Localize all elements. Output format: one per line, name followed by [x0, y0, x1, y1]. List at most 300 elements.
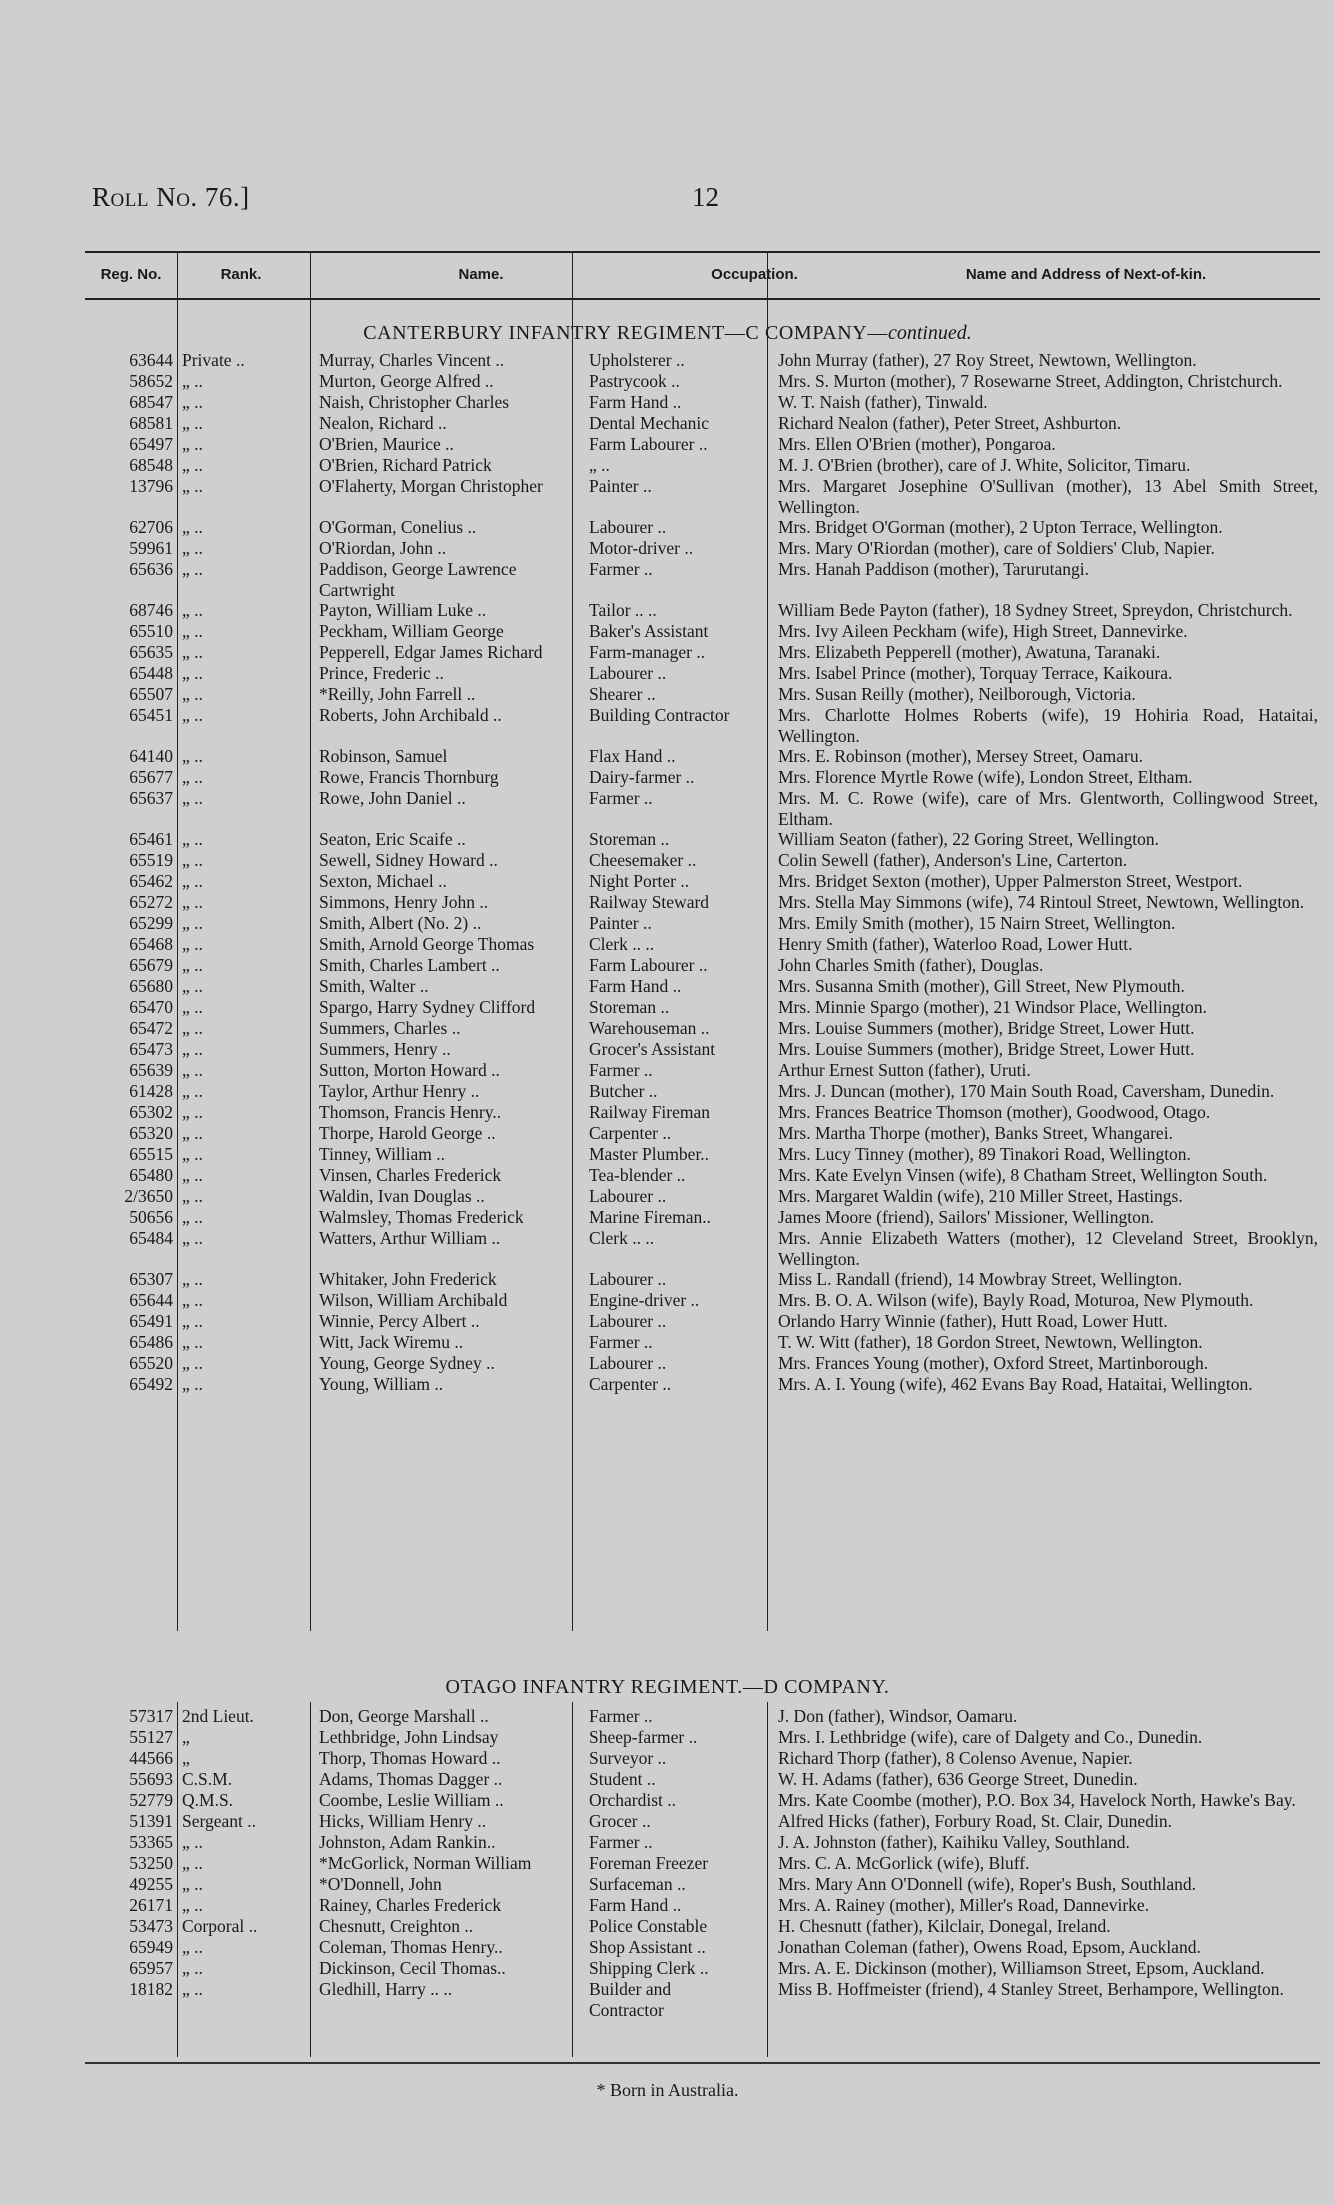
table-row — [0, 1039, 1335, 1060]
table-row — [0, 1790, 1335, 1811]
reg-no-cell: 65299 — [129, 913, 173, 933]
table-row — [0, 1937, 1335, 1958]
next-of-kin-cell: Mrs. Minnie Spargo (mother), 21 Windsor Place, Wellington. — [778, 997, 1208, 1017]
table-row — [0, 621, 1335, 642]
table-row — [0, 1332, 1335, 1353]
next-of-kin-cell: Miss L. Randall (friend), 14 Mowbray Street, Wellington. — [778, 1269, 1183, 1289]
rank-cell: „ .. — [182, 1853, 203, 1873]
reg-no-cell: 2/3650 — [124, 1186, 173, 1206]
rank-cell: Corporal .. — [182, 1916, 258, 1936]
reg-no-cell: 58652 — [129, 371, 173, 391]
table-row — [0, 955, 1335, 976]
rank-cell: „ .. — [182, 871, 203, 891]
name-cell: Sexton, Michael .. — [319, 871, 447, 891]
table-row — [0, 976, 1335, 997]
occupation-cell: Painter .. — [589, 913, 652, 933]
section-title-text: CANTERBURY INFANTRY REGIMENT—C COMPANY— — [363, 322, 888, 344]
table-row — [0, 1207, 1335, 1228]
next-of-kin-cell: Mrs. Florence Myrtle Rowe (wife), London Street, Eltham. — [778, 767, 1193, 787]
next-of-kin-cell: Mrs. Charlotte Holmes Roberts (wife), 19 Hohiria Road, Hataitai, Wellington. — [778, 705, 1318, 746]
table-row — [0, 1228, 1335, 1269]
occupation-cell: Building Contractor — [589, 705, 730, 725]
name-cell: Don, George Marshall .. — [319, 1706, 489, 1726]
reg-no-cell: 50656 — [129, 1207, 173, 1227]
reg-no-cell: 53365 — [129, 1832, 173, 1852]
occupation-cell: Cheesemaker .. — [589, 850, 697, 870]
reg-no-cell: 65484 — [129, 1228, 173, 1248]
table-row — [0, 1102, 1335, 1123]
footnote: * Born in Australia. — [596, 2080, 739, 2100]
next-of-kin-cell: Mrs. Mary Ann O'Donnell (wife), Roper's Bush, Southland. — [778, 1874, 1197, 1894]
rank-cell: Private .. — [182, 350, 245, 370]
occupation-cell: Farmer .. — [589, 1706, 653, 1726]
rank-cell: „ .. — [182, 955, 203, 975]
column-header-reg-no: Reg. No. — [100, 266, 162, 283]
rank-cell: „ .. — [182, 997, 203, 1017]
occupation-cell: Carpenter .. — [589, 1374, 672, 1394]
reg-no-cell: 65957 — [129, 1958, 173, 1978]
table-row — [0, 1018, 1335, 1039]
next-of-kin-cell: Mrs. Kate Coombe (mother), P.O. Box 34, Havelock North, Hawke's Bay. — [778, 1790, 1296, 1810]
rank-cell: „ .. — [182, 455, 203, 475]
occupation-cell: Labourer .. — [589, 517, 667, 537]
occupation-cell: Foreman Freezer — [589, 1853, 709, 1873]
next-of-kin-cell: Alfred Hicks (father), Forbury Road, St. Clair, Dunedin. — [778, 1811, 1172, 1831]
occupation-cell: Storeman .. — [589, 829, 670, 849]
reg-no-cell: 65307 — [129, 1269, 173, 1289]
next-of-kin-cell: Mrs. Louise Summers (mother), Bridge Street, Lower Hutt. — [778, 1018, 1195, 1038]
occupation-cell: Marine Fireman.. — [589, 1207, 711, 1227]
next-of-kin-cell: Mrs. C. A. McGorlick (wife), Bluff. — [778, 1853, 1030, 1873]
occupation-cell: Farm-manager .. — [589, 642, 706, 662]
table-row — [0, 1123, 1335, 1144]
table-row — [0, 1853, 1335, 1874]
table-row — [0, 1769, 1335, 1790]
table-row — [0, 413, 1335, 434]
occupation-cell: „ .. — [589, 455, 610, 475]
section-title-continued: continued. — [887, 322, 972, 344]
reg-no-cell: 65677 — [129, 767, 173, 787]
name-cell: Simmons, Henry John .. — [319, 892, 489, 912]
name-cell: Young, William .. — [319, 1374, 444, 1394]
occupation-cell: Motor-driver .. — [589, 538, 694, 558]
next-of-kin-cell: Orlando Harry Winnie (father), Hutt Road, Lower Hutt. — [778, 1311, 1168, 1331]
name-cell: *Reilly, John Farrell .. — [319, 684, 476, 704]
rank-cell: „ .. — [182, 413, 203, 433]
table-row — [0, 1290, 1335, 1311]
reg-no-cell: 65520 — [129, 1353, 173, 1373]
occupation-cell: Tea-blender .. — [589, 1165, 686, 1185]
name-cell: O'Brien, Maurice .. — [319, 434, 454, 454]
rank-cell: „ .. — [182, 829, 203, 849]
occupation-cell: Night Porter .. — [589, 871, 690, 891]
rank-cell: „ .. — [182, 767, 203, 787]
rank-cell: 2nd Lieut. — [182, 1706, 254, 1726]
reg-no-cell: 26171 — [129, 1895, 173, 1915]
reg-no-cell: 49255 — [129, 1874, 173, 1894]
next-of-kin-cell: Mrs. E. Robinson (mother), Mersey Street, Oamaru. — [778, 746, 1143, 766]
table-row — [0, 913, 1335, 934]
next-of-kin-cell: Mrs. Ellen O'Brien (mother), Pongaroa. — [778, 434, 1056, 454]
rank-cell: „ .. — [182, 1228, 203, 1248]
reg-no-cell: 65519 — [129, 850, 173, 870]
rank-cell: „ .. — [182, 746, 203, 766]
section-title-text: OTAGO INFANTRY REGIMENT.—D COMPANY. — [445, 1676, 890, 1698]
table-row — [0, 746, 1335, 767]
name-cell: Rainey, Charles Frederick — [319, 1895, 502, 1915]
reg-no-cell: 68746 — [129, 600, 173, 620]
reg-no-cell: 65472 — [129, 1018, 173, 1038]
name-cell: Peckham, William George — [319, 621, 504, 641]
reg-no-cell: 65468 — [129, 934, 173, 954]
rank-cell: „ .. — [182, 559, 203, 579]
name-cell: Seaton, Eric Scaife .. — [319, 829, 466, 849]
name-cell: Young, George Sydney .. — [319, 1353, 495, 1373]
next-of-kin-cell: Mrs. I. Lethbridge (wife), care of Dalgety and Co., Dunedin. — [778, 1727, 1203, 1747]
rank-cell: „ .. — [182, 976, 203, 996]
name-cell: Thomson, Francis Henry.. — [319, 1102, 502, 1122]
reg-no-cell: 65515 — [129, 1144, 173, 1164]
roll-number: Roll No. 76.] — [92, 182, 250, 212]
occupation-cell: Flax Hand .. — [589, 746, 676, 766]
table-row — [0, 663, 1335, 684]
rank-cell: „ .. — [182, 1186, 203, 1206]
table-row — [0, 1832, 1335, 1853]
occupation-cell: Dental Mechanic — [589, 413, 710, 433]
next-of-kin-cell: J. A. Johnston (father), Kaihiku Valley, Southland. — [778, 1832, 1130, 1852]
table-row — [0, 1165, 1335, 1186]
reg-no-cell: 65272 — [129, 892, 173, 912]
next-of-kin-cell: J. Don (father), Windsor, Oamaru. — [778, 1706, 1018, 1726]
running-head — [92, 182, 1243, 218]
name-cell: O'Brien, Richard Patrick — [319, 455, 492, 475]
occupation-cell: Master Plumber.. — [589, 1144, 710, 1164]
name-cell: Waldin, Ivan Douglas .. — [319, 1186, 485, 1206]
occupation-cell: Labourer .. — [589, 1186, 667, 1206]
table-row — [0, 1311, 1335, 1332]
table-row — [0, 1874, 1335, 1895]
reg-no-cell: 65679 — [129, 955, 173, 975]
name-cell: *O'Donnell, John — [319, 1874, 442, 1894]
next-of-kin-cell: Colin Sewell (father), Anderson's Line, Carterton. — [778, 850, 1128, 870]
occupation-cell: Police Constable — [589, 1916, 708, 1936]
reg-no-cell: 65497 — [129, 434, 173, 454]
next-of-kin-cell: Mrs. A. E. Dickinson (mother), Williamson Street, Epsom, Auckland. — [778, 1958, 1265, 1978]
reg-no-cell: 65470 — [129, 997, 173, 1017]
reg-no-cell: 62706 — [129, 517, 173, 537]
name-cell: O'Flaherty, Morgan Christopher — [319, 476, 543, 496]
next-of-kin-cell: Richard Thorp (father), 8 Colenso Avenue, Napier. — [778, 1748, 1133, 1768]
table-row — [0, 476, 1335, 517]
name-cell: Witt, Jack Wiremu .. — [319, 1332, 464, 1352]
reg-no-cell: 65451 — [129, 705, 173, 725]
reg-no-cell: 65949 — [129, 1937, 173, 1957]
rank-cell: „ .. — [182, 684, 203, 704]
rank-cell: „ .. — [182, 1332, 203, 1352]
reg-no-cell: 65492 — [129, 1374, 173, 1394]
section-title-otago — [0, 1676, 1335, 1699]
rank-cell: „ — [182, 1727, 190, 1747]
occupation-cell: Carpenter .. — [589, 1123, 672, 1143]
rank-cell: „ .. — [182, 1060, 203, 1080]
column-header-occupation: Occupation. — [711, 266, 798, 283]
table-row — [0, 829, 1335, 850]
table-row — [0, 1144, 1335, 1165]
next-of-kin-cell: Mrs. Louise Summers (mother), Bridge Street, Lower Hutt. — [778, 1039, 1195, 1059]
rank-cell: „ — [182, 1748, 190, 1768]
reg-no-cell: 55693 — [129, 1769, 173, 1789]
rank-cell: „ .. — [182, 392, 203, 412]
name-cell: Smith, Charles Lambert .. — [319, 955, 500, 975]
column-header-name: Name. — [458, 266, 504, 283]
name-cell: Watters, Arthur William .. — [319, 1228, 501, 1248]
rank-cell: „ .. — [182, 1144, 203, 1164]
reg-no-cell: 63644 — [129, 350, 173, 370]
next-of-kin-cell: W. T. Naish (father), Tinwald. — [778, 392, 988, 412]
reg-no-cell: 53473 — [129, 1916, 173, 1936]
occupation-cell: Labourer .. — [589, 1269, 667, 1289]
name-cell: Smith, Albert (No. 2) .. — [319, 913, 482, 933]
rank-cell: „ .. — [182, 663, 203, 683]
next-of-kin-cell: Mrs. Margaret Waldin (wife), 210 Miller Street, Hastings. — [778, 1186, 1183, 1206]
name-cell: O'Gorman, Conelius .. — [319, 517, 477, 537]
name-cell: Smith, Walter .. — [319, 976, 429, 996]
reg-no-cell: 65473 — [129, 1039, 173, 1059]
name-cell: Paddison, George Lawrence Cartwright — [319, 559, 517, 600]
table-row — [0, 684, 1335, 705]
next-of-kin-cell: James Moore (friend), Sailors' Missioner, Wellington. — [778, 1207, 1154, 1227]
rank-cell: „ .. — [182, 1895, 203, 1915]
name-cell: Summers, Henry .. — [319, 1039, 451, 1059]
name-cell: Walmsley, Thomas Frederick — [319, 1207, 524, 1227]
reg-no-cell: 65644 — [129, 1290, 173, 1310]
table-row — [0, 1979, 1335, 2020]
occupation-cell: Farmer .. — [589, 1060, 653, 1080]
next-of-kin-cell: Mrs. Susanna Smith (mother), Gill Street, New Plymouth. — [778, 976, 1185, 996]
name-cell: Chesnutt, Creighton .. — [319, 1916, 474, 1936]
rank-cell: „ .. — [182, 850, 203, 870]
table-row — [0, 1353, 1335, 1374]
reg-no-cell: 65320 — [129, 1123, 173, 1143]
section-title-canterbury — [0, 322, 1335, 345]
occupation-cell: Labourer .. — [589, 1311, 667, 1331]
table-row — [0, 1269, 1335, 1290]
table-row — [0, 350, 1335, 371]
reg-no-cell: 65491 — [129, 1311, 173, 1331]
next-of-kin-cell: Mrs. Bridget O'Gorman (mother), 2 Upton Terrace, Wellington. — [778, 517, 1223, 537]
next-of-kin-cell: H. Chesnutt (father), Kilclair, Donegal, Ireland. — [778, 1916, 1111, 1936]
next-of-kin-cell: Mrs. Frances Beatrice Thomson (mother), Goodwood, Otago. — [778, 1102, 1211, 1122]
next-of-kin-cell: Miss B. Hoffmeister (friend), 4 Stanley Street, Berhampore, Wellington. — [778, 1979, 1284, 1999]
name-cell: Robinson, Samuel — [319, 746, 448, 766]
rank-cell: „ .. — [182, 1374, 203, 1394]
rank-cell: „ .. — [182, 517, 203, 537]
bottom-rule — [85, 2062, 1320, 2064]
rank-cell: „ .. — [182, 1979, 203, 1999]
name-cell: *McGorlick, Norman William — [319, 1853, 532, 1873]
name-cell: Smith, Arnold George Thomas — [319, 934, 535, 954]
occupation-cell: Orchardist .. — [589, 1790, 676, 1810]
next-of-kin-cell: Mrs. Hanah Paddison (mother), Tarurutangi. — [778, 559, 1089, 579]
table-row — [0, 371, 1335, 392]
table-row — [0, 517, 1335, 538]
rank-cell: „ .. — [182, 1123, 203, 1143]
name-cell: Rowe, Francis Thornburg — [319, 767, 499, 787]
table-row — [0, 434, 1335, 455]
reg-no-cell: 52779 — [129, 1790, 173, 1810]
rank-cell: „ .. — [182, 538, 203, 558]
reg-no-cell: 68547 — [129, 392, 173, 412]
table-row — [0, 1081, 1335, 1102]
reg-no-cell: 64140 — [129, 746, 173, 766]
occupation-cell: Storeman .. — [589, 997, 670, 1017]
reg-no-cell: 65680 — [129, 976, 173, 996]
rank-cell: „ .. — [182, 1290, 203, 1310]
reg-no-cell: 68548 — [129, 455, 173, 475]
table-row — [0, 997, 1335, 1018]
next-of-kin-cell: Mrs. B. O. A. Wilson (wife), Bayly Road, Moturoa, New Plymouth. — [778, 1290, 1254, 1310]
occupation-cell: Baker's Assistant — [589, 621, 709, 641]
occupation-cell: Sheep-farmer .. — [589, 1727, 698, 1747]
name-cell: Thorp, Thomas Howard .. — [319, 1748, 501, 1768]
column-header-next-of-kin: Name and Address of Next-of-kin. — [965, 266, 1207, 283]
table-row — [0, 850, 1335, 871]
reg-no-cell: 68581 — [129, 413, 173, 433]
next-of-kin-cell: Mrs. Mary O'Riordan (mother), care of Soldiers' Club, Napier. — [778, 538, 1215, 558]
rank-cell: „ .. — [182, 1937, 203, 1957]
next-of-kin-cell: Mrs. Kate Evelyn Vinsen (wife), 8 Chatham Street, Wellington South. — [778, 1165, 1268, 1185]
rank-cell: „ .. — [182, 1081, 203, 1101]
rank-cell: Sergeant .. — [182, 1811, 257, 1831]
next-of-kin-cell: Mrs. Annie Elizabeth Watters (mother), 12 Cleveland Street, Brooklyn, Wellington. — [778, 1228, 1318, 1269]
next-of-kin-cell: Mrs. S. Murton (mother), 7 Rosewarne Street, Addington, Christchurch. — [778, 371, 1283, 391]
name-cell: Adams, Thomas Dagger .. — [319, 1769, 503, 1789]
next-of-kin-cell: Mrs. Stella May Simmons (wife), 74 Rintoul Street, Newtown, Wellington. — [778, 892, 1305, 912]
rank-cell: „ .. — [182, 621, 203, 641]
next-of-kin-cell: M. J. O'Brien (brother), care of J. White, Solicitor, Timaru. — [778, 455, 1191, 475]
table-row — [0, 1060, 1335, 1081]
name-cell: Rowe, John Daniel .. — [319, 788, 466, 808]
table-row — [0, 642, 1335, 663]
occupation-cell: Shipping Clerk .. — [589, 1958, 709, 1978]
rank-cell: „ .. — [182, 642, 203, 662]
next-of-kin-cell: Mrs. Elizabeth Pepperell (mother), Awatuna, Taranaki. — [778, 642, 1161, 662]
name-cell: Sutton, Morton Howard .. — [319, 1060, 500, 1080]
reg-no-cell: 51391 — [129, 1811, 173, 1831]
occupation-cell: Farm Hand .. — [589, 1895, 682, 1915]
next-of-kin-cell: Mrs. M. C. Rowe (wife), care of Mrs. Glentworth, Collingwood Street, Eltham. — [778, 788, 1318, 829]
table-row — [0, 1374, 1335, 1395]
rank-cell: „ .. — [182, 1311, 203, 1331]
table-row — [0, 392, 1335, 413]
reg-no-cell: 61428 — [129, 1081, 173, 1101]
column-header-rank: Rank. — [220, 266, 262, 283]
name-cell: Prince, Frederic .. — [319, 663, 444, 683]
table-row — [0, 705, 1335, 746]
name-cell: Spargo, Harry Sydney Clifford — [319, 997, 536, 1017]
name-cell: Gledhill, Harry .. .. — [319, 1979, 453, 1999]
occupation-cell: Grocer .. — [589, 1811, 651, 1831]
next-of-kin-cell: Mrs. Ivy Aileen Peckham (wife), High Street, Dannevirke. — [778, 621, 1188, 641]
roll-table-otago — [0, 1706, 1335, 2020]
occupation-cell: Farm Labourer .. — [589, 434, 708, 454]
rank-cell: „ .. — [182, 892, 203, 912]
next-of-kin-cell: Mrs. Isabel Prince (mother), Torquay Terrace, Kaikoura. — [778, 663, 1173, 683]
next-of-kin-cell: William Bede Payton (father), 18 Sydney Street, Spreydon, Christchurch. — [778, 600, 1293, 620]
table-row — [0, 1811, 1335, 1832]
reg-no-cell: 65637 — [129, 788, 173, 808]
name-cell: O'Riordan, John .. — [319, 538, 447, 558]
rank-cell: „ .. — [182, 1207, 203, 1227]
next-of-kin-cell: William Seaton (father), 22 Goring Street, Wellington. — [778, 829, 1160, 849]
name-cell: Johnston, Adam Rankin.. — [319, 1832, 496, 1852]
occupation-cell: Shearer .. — [589, 684, 656, 704]
occupation-cell: Engine-driver .. — [589, 1290, 700, 1310]
page-number: 12 — [692, 182, 719, 212]
reg-no-cell: 57317 — [129, 1706, 173, 1726]
reg-no-cell: 18182 — [129, 1979, 173, 1999]
name-cell: Nealon, Richard .. — [319, 413, 447, 433]
rank-cell: „ .. — [182, 1018, 203, 1038]
occupation-cell: Farm Hand .. — [589, 392, 682, 412]
occupation-cell: Farmer .. — [589, 788, 653, 808]
occupation-cell: Farmer .. — [589, 1332, 653, 1352]
occupation-cell: Surveyor .. — [589, 1748, 667, 1768]
occupation-cell: Farmer .. — [589, 1832, 653, 1852]
name-cell: Whitaker, John Frederick — [319, 1269, 497, 1289]
name-cell: Roberts, John Archibald .. — [319, 705, 502, 725]
name-cell: Payton, William Luke .. — [319, 600, 487, 620]
occupation-cell: Dairy-farmer .. — [589, 767, 695, 787]
rank-cell: Q.M.S. — [182, 1790, 234, 1810]
next-of-kin-cell: Mrs. J. Duncan (mother), 170 Main South Road, Caversham, Dunedin. — [778, 1081, 1275, 1101]
reg-no-cell: 65448 — [129, 663, 173, 683]
occupation-cell: Warehouseman .. — [589, 1018, 710, 1038]
name-cell: Pepperell, Edgar James Richard — [319, 642, 543, 662]
name-cell: Sewell, Sidney Howard .. — [319, 850, 498, 870]
occupation-cell: Clerk .. .. — [589, 934, 655, 954]
occupation-cell: Upholsterer .. — [589, 350, 685, 370]
reg-no-cell: 44566 — [129, 1748, 173, 1768]
rank-cell: „ .. — [182, 1039, 203, 1059]
occupation-cell: Builder and Contractor — [589, 1979, 672, 2020]
rank-cell: „ .. — [182, 476, 203, 496]
next-of-kin-cell: Mrs. Emily Smith (mother), 15 Nairn Street, Wellington. — [778, 913, 1176, 933]
table-row — [0, 1916, 1335, 1937]
name-cell: Thorpe, Harold George .. — [319, 1123, 496, 1143]
name-cell: Naish, Christopher Charles — [319, 392, 510, 412]
name-cell: Summers, Charles .. — [319, 1018, 461, 1038]
reg-no-cell: 13796 — [129, 476, 173, 496]
name-cell: Coombe, Leslie William .. — [319, 1790, 504, 1810]
rank-cell: „ .. — [182, 600, 203, 620]
table-row — [0, 1727, 1335, 1748]
roll-table-canterbury — [0, 350, 1335, 1395]
rank-cell: „ .. — [182, 913, 203, 933]
occupation-cell: Clerk .. .. — [589, 1228, 655, 1248]
reg-no-cell: 59961 — [129, 538, 173, 558]
reg-no-cell: 65461 — [129, 829, 173, 849]
next-of-kin-cell: Arthur Ernest Sutton (father), Uruti. — [778, 1060, 1031, 1080]
occupation-cell: Railway Steward — [589, 892, 710, 912]
next-of-kin-cell: T. W. Witt (father), 18 Gordon Street, Newtown, Wellington. — [778, 1332, 1203, 1352]
name-cell: Winnie, Percy Albert .. — [319, 1311, 480, 1331]
occupation-cell: Surfaceman .. — [589, 1874, 686, 1894]
next-of-kin-cell: W. H. Adams (father), 636 George Street, Dunedin. — [778, 1769, 1138, 1789]
table-row — [0, 892, 1335, 913]
table-row — [0, 559, 1335, 600]
name-cell: Murton, George Alfred .. — [319, 371, 494, 391]
